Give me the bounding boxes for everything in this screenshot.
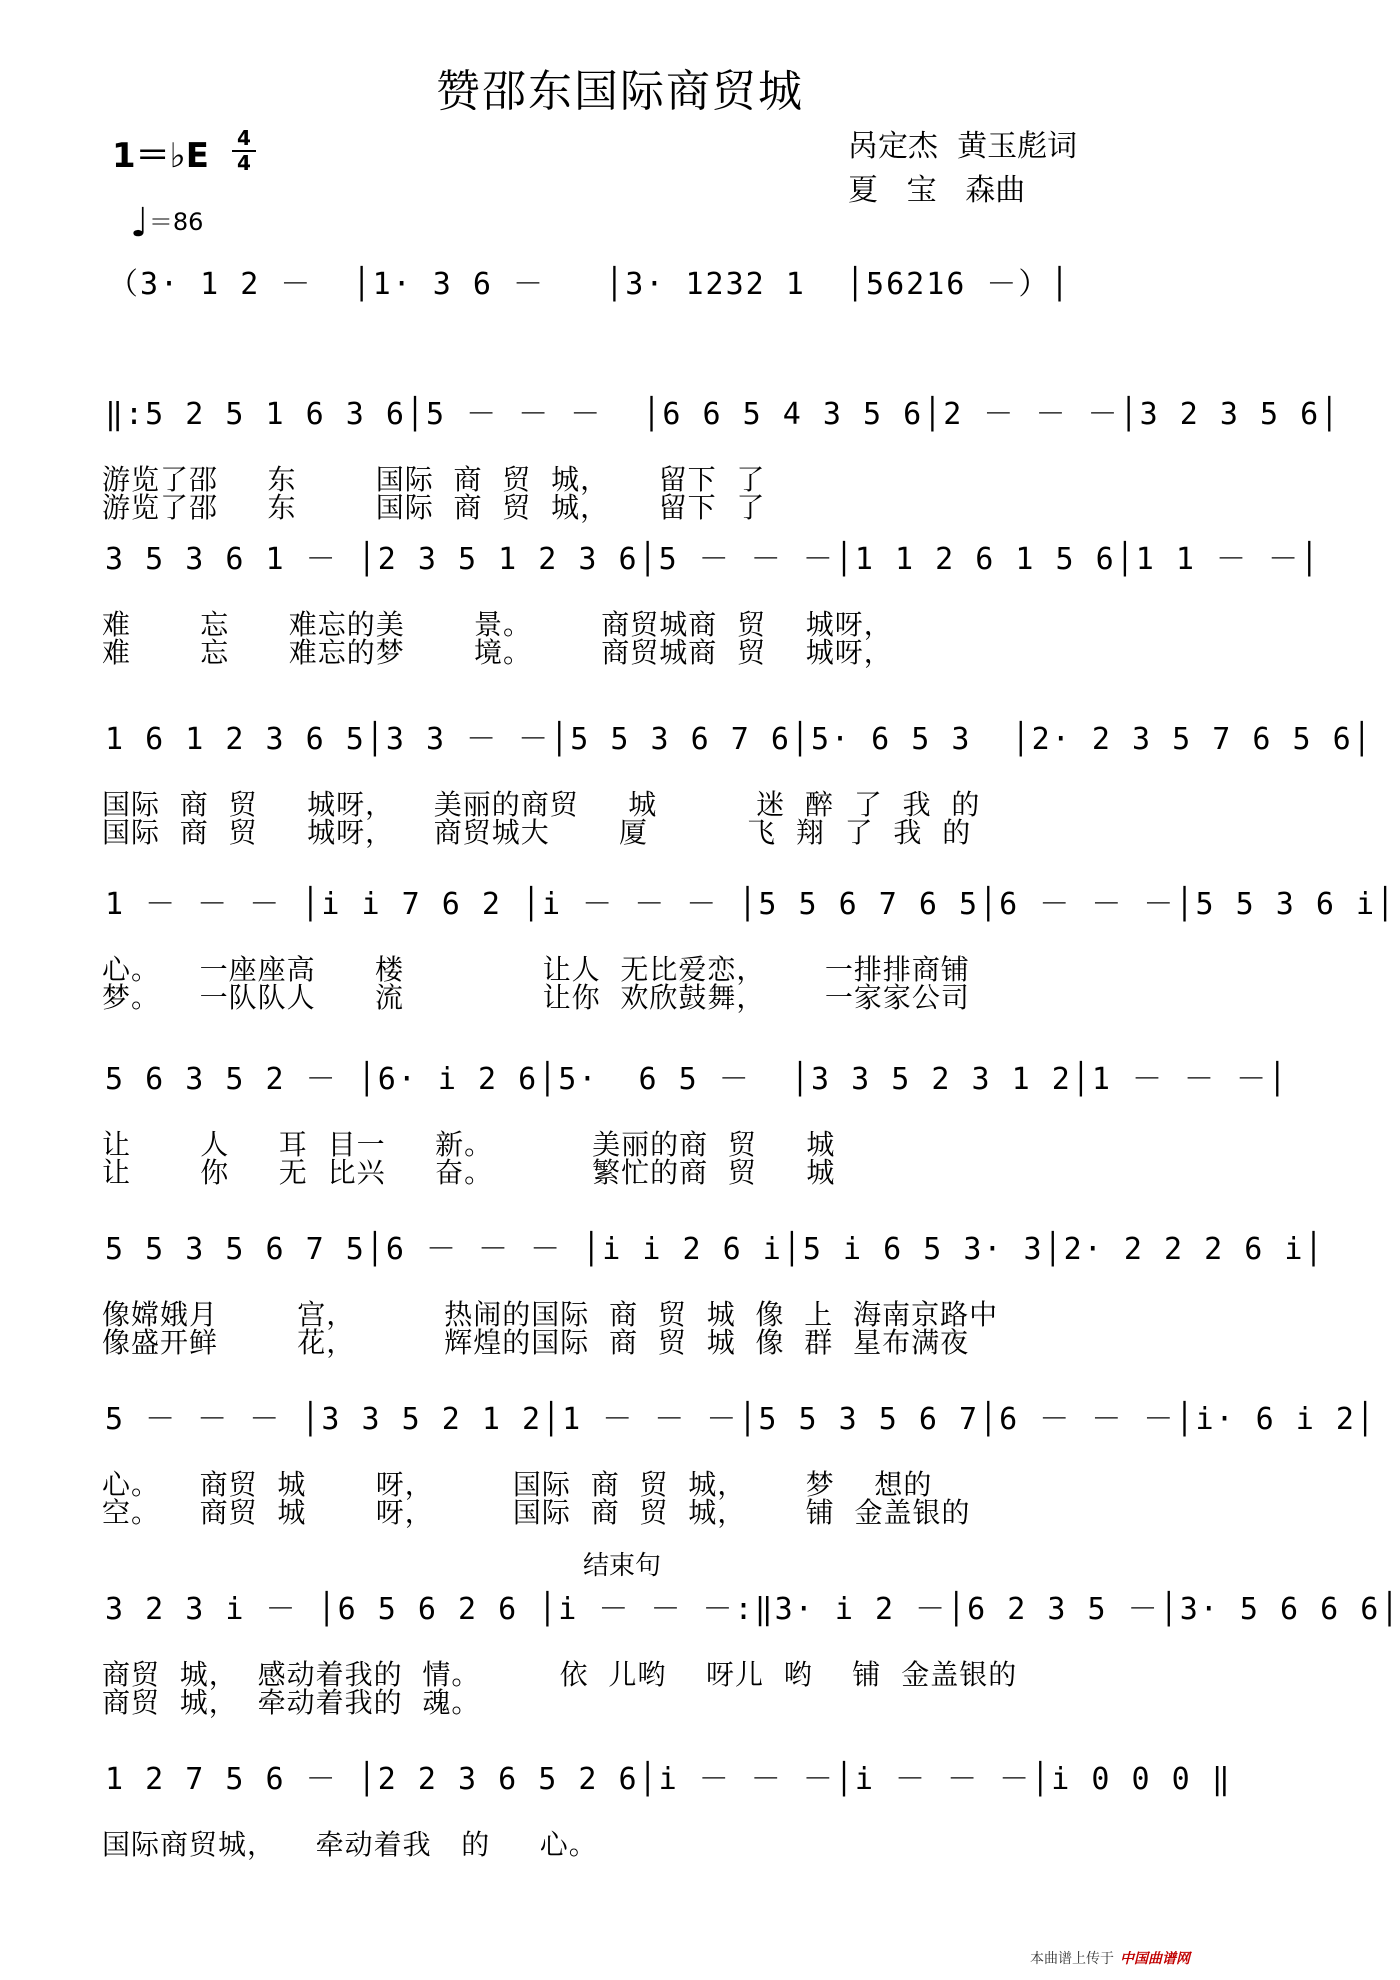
lyric-verse-1: 国际商贸城， 牵动着我 的 心。 xyxy=(102,1828,598,1861)
lyric-verse-1: 心。 商贸 城 呀， 国际 商 贸 城， 梦 想的 xyxy=(102,1468,933,1501)
lyricist-credit: 呙定杰 黄玉彪词 xyxy=(848,129,1078,164)
ending-section-label: 结束句 xyxy=(583,1551,662,1581)
lyric-verse-2: 难 忘 难忘的梦 境。 商贸城商 贸 城呀， xyxy=(102,636,893,669)
credits xyxy=(848,125,1077,213)
notation-line: 1 2 7 5 6 － │2 2 3 6 5 2 6│i － － －│i － － －│i 0 0 0 ‖ xyxy=(105,1762,1232,1797)
lyric-verse-1: 游览了邵 东 国际 商 贸 城， 留下 了 xyxy=(102,463,766,496)
tempo-value: ＝86 xyxy=(148,208,204,236)
time-signature-top: 4 xyxy=(237,126,251,150)
notation-line: 1 6 1 2 3 6 5│3 3 － －│5 5 3 6 7 6│5· 6 5 3 │2· 2 3 5 7 6 5 6│ xyxy=(105,722,1373,757)
notation-line: 3 5 3 6 1 － │2 3 5 1 2 3 6│5 － － －│1 1 2 6 1 5 6│1 1 － －│ xyxy=(105,542,1321,577)
time-signature xyxy=(232,128,256,174)
lyric-verse-2: 像盛开鲜 花， 辉煌的国际 商 贸 城 像 群 星布满夜 xyxy=(102,1326,970,1359)
notation-line: ‖:5 2 5 1 6 3 6│5 － － － │6 6 5 4 3 5 6│2 － － －│3 2 3 5 6│ xyxy=(105,397,1341,432)
song-title: 赞邵东国际商贸城 xyxy=(436,66,804,117)
site-logo: 中国曲谱网 xyxy=(1120,1951,1190,1967)
notation-line: 3 2 3 i － │6 5 6 2 6 │i － － －:‖3· i 2 －│6 2 3 5 －│3· 5 6 6 6│ xyxy=(105,1592,1400,1627)
time-signature-bottom: 4 xyxy=(237,151,251,175)
notation-line: 5 6 3 5 2 － │6· i 2 6│5· 6 5 － │3 3 5 2 3 1 2│1 － － －│ xyxy=(105,1062,1289,1097)
lyric-verse-2: 梦。 一队队人 流 让你 欢欣鼓舞， 一家家公司 xyxy=(102,981,970,1014)
composer-credit: 夏 宝 森曲 xyxy=(848,173,1026,208)
lyric-verse-1: 像嫦娥月 宫， 热闹的国际 商 贸 城 像 上 海南京路中 xyxy=(102,1298,999,1331)
lyric-verse-1: 难 忘 难忘的美 景。 商贸城商 贸 城呀， xyxy=(102,608,893,641)
notation-line: （3· 1 2 － │1· 3 6 － │3· 1232 1 │56216 －）│ xyxy=(108,267,1071,302)
lyric-verse-2: 国际 商 贸 城呀， 商贸城大 厦 飞 翔 了 我 的 xyxy=(102,816,972,849)
footer-text: 本曲谱上传于 xyxy=(1030,1951,1114,1967)
lyric-verse-1: 国际 商 贸 城呀， 美丽的商贸 城 迷 醉 了 我 的 xyxy=(102,788,981,821)
lyric-verse-2: 空。 商贸 城 呀， 国际 商 贸 城， 铺 金盖银的 xyxy=(102,1496,971,1529)
lyric-verse-1: 商贸 城， 感动着我的 情。 依 儿哟 呀儿 哟 铺 金盖银的 xyxy=(102,1658,1018,1691)
quarter-note-icon: ♩ xyxy=(130,200,149,246)
key-signature: 1＝♭E xyxy=(112,136,209,176)
notation-line: 5 － － － │3 3 5 2 1 2│1 － － －│5 5 3 5 6 7│6 － － －│i· 6 i 2│ xyxy=(105,1402,1377,1437)
lyric-verse-2: 让 你 无 比兴 奋。 繁忙的商 贸 城 xyxy=(102,1156,836,1189)
lyric-verse-1: 心。 一座座高 楼 让人 无比爱恋， 一排排商铺 xyxy=(102,953,970,986)
lyric-verse-1: 让 人 耳 目一 新。 美丽的商 贸 城 xyxy=(102,1128,836,1161)
lyric-verse-2: 商贸 城， 牵动着我的 魂。 xyxy=(102,1686,481,1719)
notation-line: 1 － － － │i i 7 6 2 │i － － － │5 5 6 7 6 5│6 － － －│5 5 3 6 i│ xyxy=(105,887,1397,922)
notation-line: 5 5 3 5 6 7 5│6 － － － │i i 2 6 i│5 i 6 5 3· 3│2· 2 2 2 6 i│ xyxy=(105,1232,1325,1267)
source-footer xyxy=(1030,1948,1190,1968)
tempo-marking xyxy=(130,200,203,246)
lyric-verse-2: 游览了邵 东 国际 商 贸 城， 留下 了 xyxy=(102,491,766,524)
